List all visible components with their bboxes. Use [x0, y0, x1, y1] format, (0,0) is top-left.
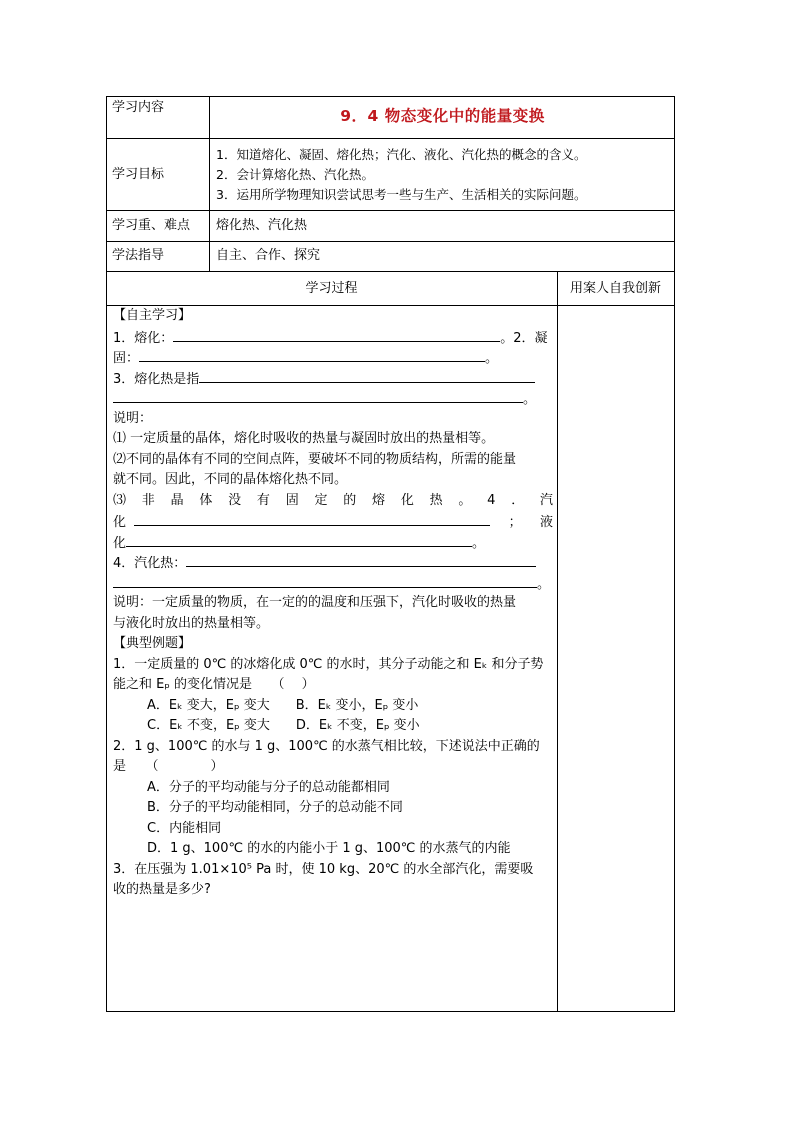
question-text: 收的热量是多少?: [113, 882, 211, 897]
question-option: A．Eₖ 变大，Eₚ 变大 B．Eₖ 变小，Eₚ 变小: [147, 697, 419, 713]
notes-header: 用案人自我创新: [569, 281, 661, 296]
vaporize-label: 化: [113, 515, 127, 530]
row-divider: [106, 271, 675, 272]
section-heading: 【自主学习】: [113, 308, 192, 323]
heat-label: 3．熔化热是指: [113, 371, 200, 387]
question-text: 2．1 g、100℃ 的水与 1 g、100℃ 的水蒸气相比较，下述说法中正确的: [113, 738, 540, 754]
section-heading: 【典型例题】: [113, 636, 192, 651]
liquefy-blank: [126, 532, 472, 547]
vapor-heat-blank: [186, 552, 536, 567]
method-label: 学法指导: [112, 248, 165, 263]
goal-item: 3．运用所学物理知识尝试思考一些与生产、生活相关的实际问题。: [216, 187, 587, 202]
melting-blank: [173, 327, 500, 342]
vapor-heat-blank: [113, 573, 537, 588]
period: 。: [472, 535, 486, 551]
question-option: A．分子的平均动能与分子的总动能都相同: [147, 779, 390, 795]
solidify-line: [113, 347, 553, 368]
semicolon: ；: [508, 515, 522, 530]
melting-label: 1．熔化：: [113, 330, 174, 346]
period: 。: [485, 351, 499, 366]
question-option: D．1 g、100℃ 的水的内能小于 1 g、100℃ 的水蒸气的内能: [147, 841, 511, 856]
row-divider: [106, 138, 675, 139]
liquefy-line: [113, 532, 553, 553]
process-content: [113, 306, 553, 901]
border-right: [674, 96, 675, 1012]
melting-end: 。2．凝: [500, 330, 548, 346]
question-option: B．分子的平均动能相同，分子的总动能不同: [147, 800, 403, 815]
question-option: C．Eₖ 不变，Eₚ 变大 D．Eₖ 不变，Eₚ 变小: [147, 718, 420, 733]
question-text: 能之和 Eₚ 的变化情况是 （ ）: [113, 677, 315, 692]
vaporize-blank: [134, 511, 490, 526]
question-option: C．内能相同: [147, 820, 222, 836]
note-item: 说明：一定质量的物质，在一定的的温度和压强下，汽化时吸收的热量: [113, 595, 517, 610]
period: 。: [537, 576, 551, 592]
question-text: 3．在压强为 1.01×10⁵ Pa 时，使 10 kg、20℃ 的水全部汽化，需要吸: [113, 861, 534, 877]
content-label: 学习内容: [112, 100, 165, 115]
liquid-char: 液: [539, 515, 553, 530]
note-item: ⑴ 一定质量的晶体，熔化时吸收的热量与凝固时放出的热量相等。: [113, 431, 495, 446]
heat-line-2: [113, 388, 553, 409]
liquefy-label: 化: [113, 535, 127, 551]
method-value: 自主、合作、探究: [216, 248, 321, 263]
vapor-heat-line: [113, 552, 553, 573]
vaporize-line: [113, 511, 553, 532]
solidify-blank: [139, 347, 485, 362]
note-item: ⑶ 非 晶 体 没 有 固 定 的 熔 化 热 。 4 ． 汽: [113, 492, 553, 508]
goal-item: 1．知道熔化、凝固、熔化热；汽化、液化、汽化热的概念的含义。: [216, 147, 587, 162]
heat-blank: [199, 368, 535, 383]
note-item: ⑵不同的晶体有不同的空间点阵，要破坏不同的物质结构，所需的能量: [113, 451, 517, 467]
process-header: 学习过程: [305, 281, 358, 296]
note-item: 与液化时放出的热量相等。: [113, 615, 270, 631]
lesson-sheet: [106, 96, 675, 1012]
melting-line: [113, 327, 553, 348]
goal-item: 2．会计算熔化热、汽化热。: [216, 167, 374, 182]
row-divider: [106, 241, 675, 242]
question-text: 是 （ ）: [113, 759, 224, 774]
keypoints-value: 熔化热、汽化热: [216, 218, 308, 233]
goals-label: 学习目标: [112, 167, 165, 182]
keypoints-label: 学习重、难点: [112, 218, 191, 233]
column-divider: [557, 272, 558, 1012]
note-item: 就不同。因此，不同的晶体熔化热不同。: [113, 472, 348, 487]
border-left: [106, 96, 107, 1012]
heat-line: [113, 368, 553, 389]
heat-blank: [113, 388, 523, 403]
vapor-heat-line-2: [113, 573, 553, 594]
vapor-heat-label: 4．汽化热：: [113, 556, 187, 571]
note-label: 说明：: [113, 410, 153, 426]
border-bottom: [106, 1011, 675, 1012]
page-title: 9．4 物态变化中的能量变换: [340, 107, 545, 125]
row-divider: [106, 210, 675, 211]
solidify-label: 固：: [113, 351, 140, 366]
question-text: 1．一定质量的 0℃ 的冰熔化成 0℃ 的水时，其分子动能之和 Eₖ 和分子势: [113, 656, 544, 672]
period: 。: [523, 392, 537, 407]
border-top: [106, 96, 675, 97]
